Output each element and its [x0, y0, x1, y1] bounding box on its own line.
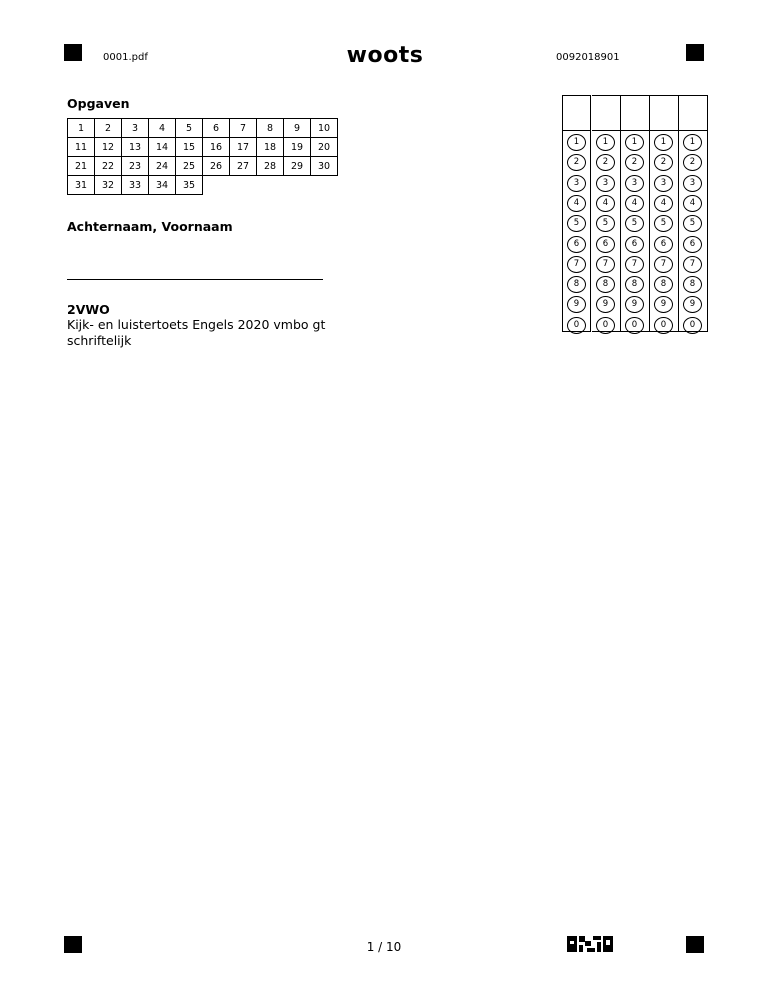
opgave-cell[interactable]: 17	[230, 138, 257, 157]
digit-bubble[interactable]: 5	[683, 215, 702, 232]
opgave-cell[interactable]: 15	[176, 138, 203, 157]
digit-bubble[interactable]: 6	[683, 236, 702, 253]
digit-bubble[interactable]: 4	[654, 195, 673, 212]
digit-bubble[interactable]: 9	[654, 296, 673, 313]
digit-bubble[interactable]: 2	[625, 154, 644, 171]
digit-bubble[interactable]: 5	[654, 215, 673, 232]
opgave-cell[interactable]: 11	[68, 138, 95, 157]
opgave-cell[interactable]: 3	[122, 119, 149, 138]
opgave-cell[interactable]: 28	[257, 157, 284, 176]
digit-bubble[interactable]: 8	[596, 276, 615, 293]
svg-text:woots: woots	[346, 43, 424, 66]
opgave-cell[interactable]: 25	[176, 157, 203, 176]
opgave-cell[interactable]: 30	[311, 157, 338, 176]
digit-bubble[interactable]: 7	[596, 256, 615, 273]
digit-bubble[interactable]: 4	[596, 195, 615, 212]
digit-write-box[interactable]	[621, 96, 649, 131]
digit-bubble[interactable]: 5	[596, 215, 615, 232]
opgave-cell[interactable]: 1	[68, 119, 95, 138]
digit-bubble[interactable]: 0	[654, 317, 673, 334]
exam-title: Kijk- en luistertoets Engels 2020 vmbo gt schriftelijk	[67, 317, 326, 348]
digit-bubble[interactable]: 6	[654, 236, 673, 253]
digit-bubble[interactable]: 8	[654, 276, 673, 293]
opgave-cell[interactable]: 9	[284, 119, 311, 138]
opgave-cell[interactable]: 14	[149, 138, 176, 157]
opgave-empty-cell	[230, 176, 257, 195]
digit-bubble[interactable]: 9	[625, 296, 644, 313]
opgaven-row	[68, 176, 338, 195]
opgaven-row	[68, 119, 338, 138]
student-number-grid	[562, 95, 709, 332]
digit-bubble[interactable]: 6	[567, 236, 586, 253]
file-name: 0001.pdf	[103, 52, 148, 63]
opgave-cell[interactable]: 4	[149, 119, 176, 138]
digit-bubble[interactable]: 2	[683, 154, 702, 171]
opgave-cell[interactable]: 18	[257, 138, 284, 157]
opgave-cell[interactable]: 24	[149, 157, 176, 176]
opgave-cell[interactable]: 7	[230, 119, 257, 138]
opgave-cell[interactable]: 29	[284, 157, 311, 176]
name-line	[67, 279, 323, 280]
opgave-cell[interactable]: 32	[95, 176, 122, 195]
digit-bubble[interactable]: 3	[654, 175, 673, 192]
opgave-cell[interactable]: 34	[149, 176, 176, 195]
digit-bubble[interactable]: 9	[683, 296, 702, 313]
digit-bubble[interactable]: 0	[567, 317, 586, 334]
digit-bubble[interactable]: 3	[596, 175, 615, 192]
opgave-empty-cell	[203, 176, 230, 195]
digit-bubble[interactable]: 1	[654, 134, 673, 151]
digit-bubble[interactable]: 8	[567, 276, 586, 293]
digit-bubble[interactable]: 7	[625, 256, 644, 273]
opgave-cell[interactable]: 12	[95, 138, 122, 157]
opgave-empty-cell	[284, 176, 311, 195]
opgave-cell[interactable]: 35	[176, 176, 203, 195]
digit-bubble[interactable]: 6	[596, 236, 615, 253]
digit-bubble[interactable]: 3	[567, 175, 586, 192]
opgave-cell[interactable]: 5	[176, 119, 203, 138]
digit-bubble[interactable]: 7	[567, 256, 586, 273]
opgave-empty-cell	[257, 176, 284, 195]
opgave-cell[interactable]: 19	[284, 138, 311, 157]
opgave-cell[interactable]: 22	[95, 157, 122, 176]
digit-bubble[interactable]: 5	[625, 215, 644, 232]
digit-column	[621, 95, 650, 332]
opgaven-title: Opgaven	[67, 96, 130, 111]
opgave-cell[interactable]: 23	[122, 157, 149, 176]
digit-bubble[interactable]: 7	[654, 256, 673, 273]
name-label: Achternaam, Voornaam	[67, 219, 233, 234]
opgave-cell[interactable]: 16	[203, 138, 230, 157]
digit-bubble[interactable]: 1	[683, 134, 702, 151]
digit-bubble[interactable]: 8	[683, 276, 702, 293]
opgaven-table	[67, 118, 338, 195]
registration-marker-top-right	[686, 44, 704, 61]
digit-bubble[interactable]: 2	[567, 154, 586, 171]
opgave-cell[interactable]: 6	[203, 119, 230, 138]
opgave-empty-cell	[311, 176, 338, 195]
digit-bubble[interactable]: 4	[683, 195, 702, 212]
opgaven-row	[68, 138, 338, 157]
digit-bubble[interactable]: 0	[683, 317, 702, 334]
class-name: 2VWO	[67, 302, 110, 317]
digit-column	[679, 95, 708, 332]
registration-marker-top-left	[64, 44, 82, 61]
document-code: 0092018901	[556, 52, 620, 63]
digit-write-box[interactable]	[592, 96, 620, 131]
digit-bubble[interactable]: 9	[567, 296, 586, 313]
opgave-cell[interactable]: 21	[68, 157, 95, 176]
digit-bubble[interactable]: 0	[625, 317, 644, 334]
digit-bubble[interactable]: 1	[625, 134, 644, 151]
digit-bubble[interactable]: 4	[567, 195, 586, 212]
digit-write-box[interactable]	[563, 96, 590, 131]
digit-bubble[interactable]: 2	[654, 154, 673, 171]
digit-bubble[interactable]: 3	[683, 175, 702, 192]
digit-column	[592, 95, 621, 332]
digit-bubble[interactable]: 1	[596, 134, 615, 151]
digit-column	[562, 95, 591, 332]
opgave-cell[interactable]: 10	[311, 119, 338, 138]
digit-bubble[interactable]: 5	[567, 215, 586, 232]
digit-bubble[interactable]: 4	[625, 195, 644, 212]
digit-bubble[interactable]: 8	[625, 276, 644, 293]
digit-bubble[interactable]: 3	[625, 175, 644, 192]
woots-logo	[344, 42, 426, 66]
digit-column	[650, 95, 679, 332]
digit-bubble[interactable]: 0	[596, 317, 615, 334]
digit-bubble[interactable]: 9	[596, 296, 615, 313]
opgave-cell[interactable]: 20	[311, 138, 338, 157]
opgave-cell[interactable]: 27	[230, 157, 257, 176]
opgave-cell[interactable]: 8	[257, 119, 284, 138]
opgave-cell[interactable]: 13	[122, 138, 149, 157]
opgave-cell[interactable]: 2	[95, 119, 122, 138]
digit-bubble[interactable]: 6	[625, 236, 644, 253]
digit-bubble[interactable]: 2	[596, 154, 615, 171]
digit-bubble[interactable]: 1	[567, 134, 586, 151]
page-number: 1 / 10	[366, 940, 402, 954]
barcode-mark	[567, 936, 613, 952]
opgave-cell[interactable]: 33	[122, 176, 149, 195]
opgave-cell[interactable]: 31	[68, 176, 95, 195]
digit-write-box[interactable]	[679, 96, 707, 131]
opgave-cell[interactable]: 26	[203, 157, 230, 176]
digit-bubble[interactable]: 7	[683, 256, 702, 273]
opgaven-row	[68, 157, 338, 176]
digit-write-box[interactable]	[650, 96, 678, 131]
